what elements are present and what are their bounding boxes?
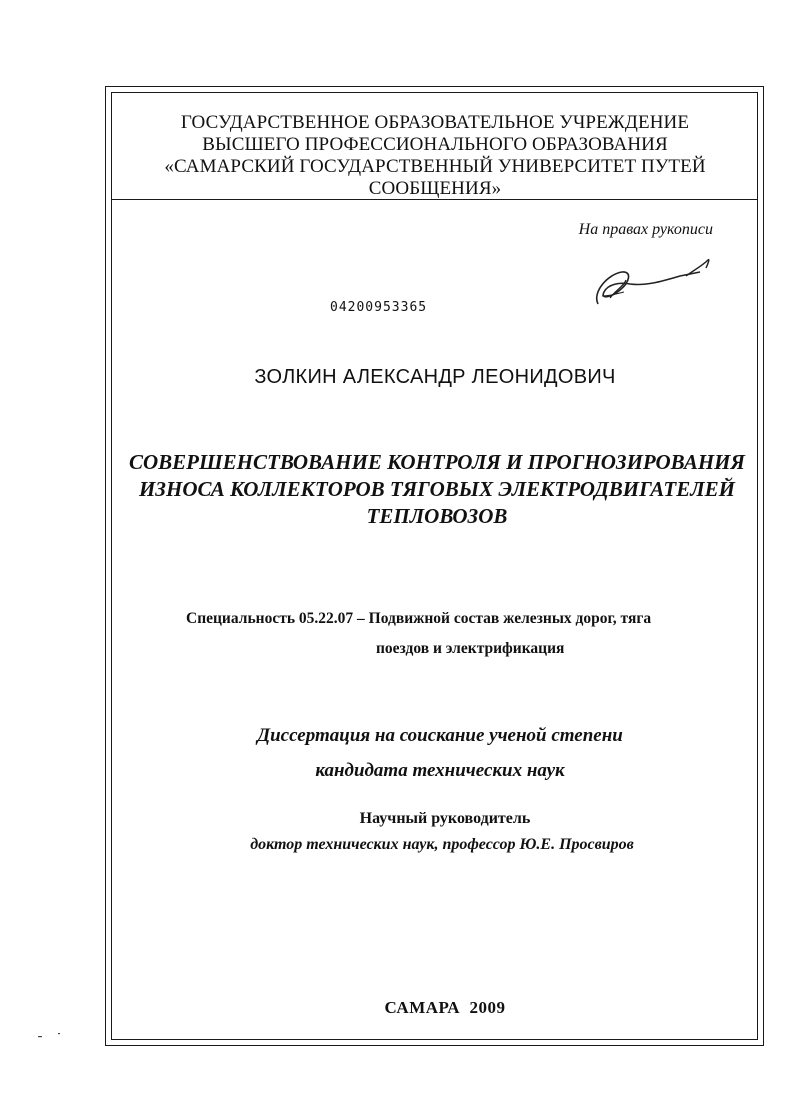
scan-specks bbox=[36, 1030, 76, 1040]
city-year: САМАРА 2009 bbox=[384, 998, 506, 1017]
author-name: ЗОЛКИН АЛЕКСАНДР ЛЕОНИДОВИЧ bbox=[254, 366, 616, 388]
institution-line: «САМАРСКИЙ ГОСУДАРСТВЕННЫЙ УНИВЕРСИТЕТ ПУТЕЙ bbox=[164, 156, 706, 177]
dissertation-title bbox=[112, 449, 762, 530]
supervisor-label: Научный руководитель bbox=[359, 810, 531, 827]
supervisor-name: доктор технических наук, профессор Ю.Е. Просвиров bbox=[250, 836, 634, 853]
degree-line-2: кандидата технических наук bbox=[315, 760, 565, 781]
specialty-line-2: поездов и электрификация bbox=[376, 640, 565, 657]
registry-number: 04200953365 bbox=[330, 300, 428, 315]
degree-block bbox=[120, 718, 760, 788]
title-line: ИЗНОСА КОЛЛЕКТОРОВ ТЯГОВЫХ ЭЛЕКТРОДВИГАТЕЛЕЙ bbox=[138, 477, 736, 501]
specialty-block bbox=[130, 604, 755, 664]
rights-note: На правах рукописи bbox=[578, 221, 713, 238]
title-line: СОВЕРШЕНСТВОВАНИЕ КОНТРОЛЯ И ПРОГНОЗИРОВАНИЯ bbox=[129, 450, 745, 474]
signature-image bbox=[590, 252, 720, 312]
institution-line: ГОСУДАРСТВЕННОЕ ОБРАЗОВАТЕЛЬНОЕ УЧРЕЖДЕНИЕ bbox=[180, 112, 690, 133]
degree-line-1: Диссертация на соискание ученой степени bbox=[257, 725, 623, 746]
institution-line: ВЫСШЕГО ПРОФЕССИОНАЛЬНОГО ОБРАЗОВАНИЯ bbox=[202, 134, 668, 155]
institution-header bbox=[130, 112, 740, 200]
specialty-line-1: Специальность 05.22.07 – Подвижной состав железных дорог, тяга bbox=[186, 610, 652, 627]
title-line: ТЕПЛОВОЗОВ bbox=[366, 504, 508, 528]
institution-line: СООБЩЕНИЯ» bbox=[368, 178, 502, 199]
